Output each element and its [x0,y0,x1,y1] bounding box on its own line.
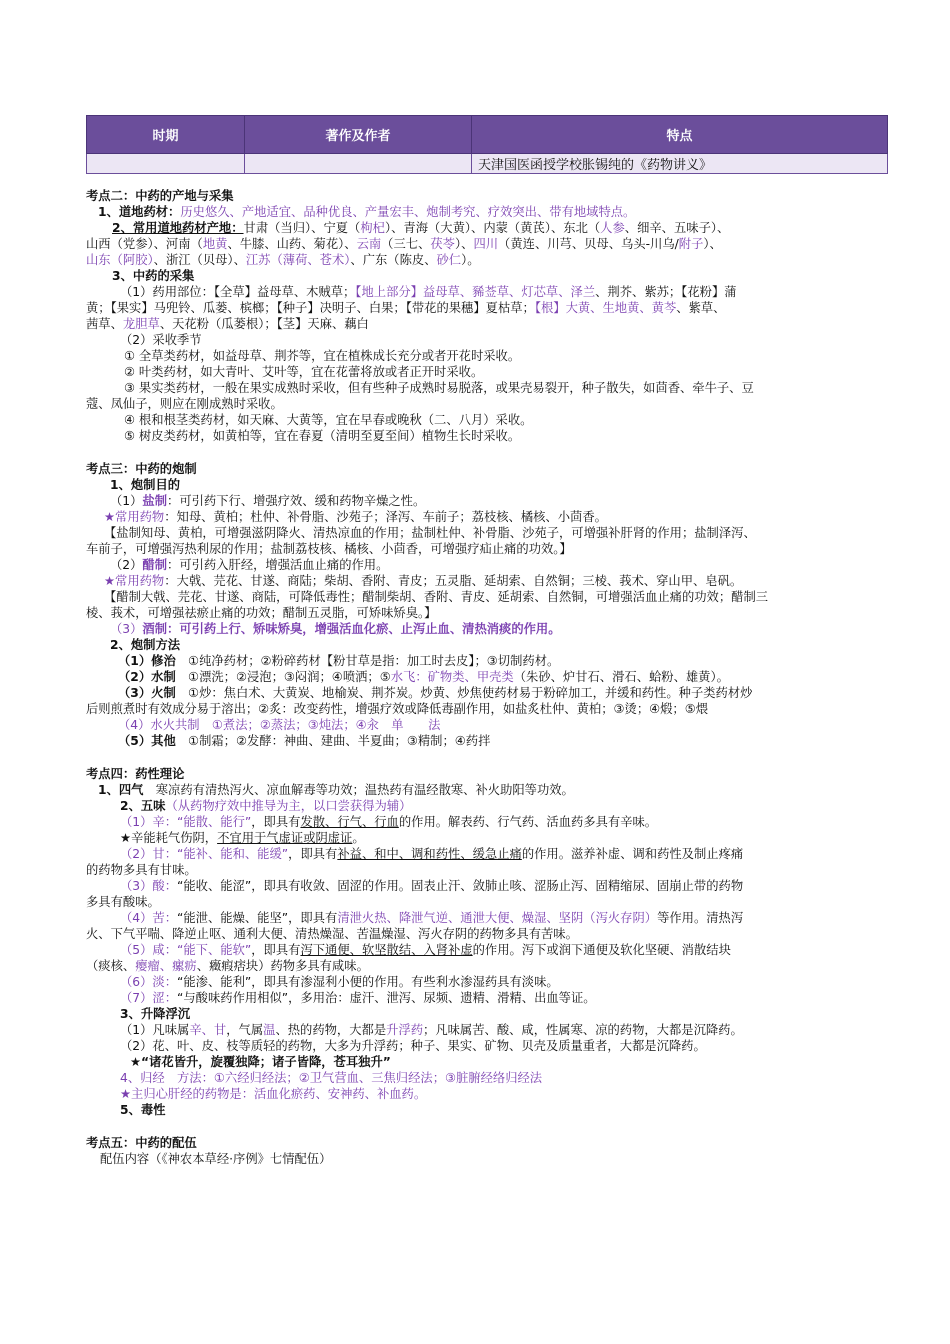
text-line [86,717,886,733]
text-segment: 山东（阿胶） [86,253,154,267]
text-line [86,332,886,348]
text-segment: 、热的药物，大都是 [275,1023,387,1037]
text-segment: 3、升降浮沉 [120,1007,191,1021]
text-segment: ④ 根和根茎类药材，如天麻、大黄等，宜在早春或晚秋（二、八月）采收。 [124,413,533,427]
text-segment: ）。 [461,253,480,267]
text-line [86,958,886,974]
text-segment: （黄连、川芎、贝母、乌头-川乌/ [498,237,679,251]
history-table [86,115,888,174]
text-segment: 2、五味 [120,799,166,813]
text-line [86,348,886,364]
text-segment: （2）花、叶、皮、枝等质轻的药物，大多为升浮药；种子、果实、矿物、贝壳及质量重者，大都是沉降药。 [120,1039,706,1053]
text-segment: ，即具有 [251,815,301,829]
text-line [86,669,886,685]
text-segment: 泻下通便、软坚散结、入肾补虚 [300,943,473,957]
document-body [86,188,886,1167]
text-segment: 、天花粉（瓜蒌根）；【茎】天麻、藕白 [159,317,369,331]
text-line [86,573,886,589]
text-segment: 酒制：可引药上行、矫味矫臭，增强活血化瘀、止泻止血、清热消痰的作用。 [142,622,561,636]
text-segment: ：知母、黄柏；杜仲、补骨脂、沙苑子；泽泻、车前子；荔枝核、橘核、小茴香。 [164,510,607,524]
text-segment: 补益、和中、调和药性、缓急止痛 [337,847,522,861]
text-line [86,300,886,316]
text-line [86,589,886,605]
text-line [86,525,886,541]
text-segment: （3）酸： [120,879,178,893]
text-segment: 江苏（薄荷、苍术） [245,253,351,267]
text-segment: 、牛膝、山药、菊花）、 [227,237,357,251]
text-segment: 【盐制知母、黄柏，可增强滋阴降火、清热凉血的作用；盐制杜仲、补骨脂、沙苑子，可增强补肝肾的作用；盐制泽泻、 [104,526,756,540]
text-segment: ：可引药下行、增强疗效、缓和药物辛燥之性。 [167,494,426,508]
text-segment: 水飞：矿物类、甲壳类 [390,670,514,684]
paragraph-gap [86,444,886,461]
text-segment: “能下、能软” [177,943,252,957]
text-line [86,990,886,1006]
text-segment: （三七、 [381,237,431,251]
text-segment: 盐制 [142,494,168,508]
text-segment: 5、毒性 [120,1103,166,1117]
text-segment: 火、下气平喘、降逆止呕、通利大便、清热燥湿、苦温燥湿、泻火存阴的药物多具有苦味。 [86,927,578,941]
text-line [86,1102,886,1118]
text-segment: ⑤ 树皮类药材，如黄柏等，宜在春夏（清明至夏至间）植物生长时采收。 [124,429,521,443]
text-line [86,236,886,252]
text-line [86,1151,886,1167]
paragraph-gap [86,1118,886,1135]
text-segment: 1、四气 [98,783,144,797]
text-line [86,974,886,990]
paragraph-gap [86,749,886,766]
section-heading [86,188,886,204]
text-line [86,782,886,798]
text-segment: 枸杞 [360,221,385,235]
text-segment: 、荆芥、紫苏；【花粉】蒲 [595,285,737,299]
text-segment: “能渗、能利”，即具有渗湿利小便的作用。有些利水渗湿药具有淡味。 [177,975,559,989]
text-segment: 、广东（陈皮、 [350,253,437,267]
text-segment: 辛、甘 [189,1023,227,1037]
col-header-period: 时期 [87,116,245,154]
text-line [86,846,886,862]
section-heading [86,461,886,477]
text-segment: ★“诸花皆升，旋覆独降；诸子皆降，苍耳独升” [130,1055,391,1069]
text-segment: ★常用药物 [104,510,165,524]
table-cell-period [87,154,245,174]
text-segment: 多具有酸味。 [86,895,160,909]
section-heading [86,1135,886,1151]
text-segment: （2） [110,558,143,572]
text-line [86,284,886,300]
text-segment: （2）甘：“能补、能和、能缓” [120,847,289,861]
text-line [86,1070,886,1086]
text-segment: 茜草、 [86,317,123,331]
text-segment: ①制霜；②发酵：神曲、建曲、半夏曲；③精制；④药拌 [175,734,491,748]
text-segment: 的作用。解表药、行气药、活血药多具有辛味。 [398,815,658,829]
text-segment: ：可引药入肝经，增强活血止痛的作用。 [167,558,389,572]
text-segment: 甘肃（当归）、宁夏（ [243,221,361,235]
text-line [86,798,886,814]
text-line [86,1022,886,1038]
text-segment: 瘿瘤、瘰疬 [135,959,197,973]
text-line [86,204,886,220]
text-line [86,878,886,894]
text-segment: 【地上部分】益母草、豨莶草、灯芯草、泽兰 [355,285,596,299]
text-segment: （4）水火共制 ①煮法；②蒸法；③炖法；④汆 单 法 [118,718,441,732]
text-segment: 蔻、凤仙子，则应在刚成熟时采收。 [86,397,283,411]
text-segment: 茯苓 [430,237,455,251]
text-segment: 考点三：中药的炮制 [86,462,197,476]
text-segment: 、细辛、五味子）、 [624,221,730,235]
text-segment: 。 [352,831,365,845]
text-line [86,1086,886,1102]
text-segment: 2、常用道地药材产地： [112,221,244,235]
text-segment: （5）咸： [120,943,178,957]
text-segment: （痰核、 [86,959,136,973]
text-segment: 【根】大黄、生地黄、黄芩 [534,301,677,315]
text-segment: （1）修治 [118,654,176,668]
table-header-row [87,116,888,154]
text-segment: ① 全草类药材，如益母草、荆芥等，宜在植株成长充分或者开花时采收。 [124,349,521,363]
text-segment: （4）苦： [120,911,178,925]
text-line [86,926,886,942]
text-segment: 人参 [600,221,625,235]
text-segment: ①炒：焦白术、大黄炭、地榆炭、荆芥炭。炒黄、炒焦使药材易于粉碎加工，并缓和药性。种子类药材炒 [175,686,753,700]
text-line [86,814,886,830]
text-line [86,653,886,669]
text-segment: （1）辛：“能散、能行” [120,815,252,829]
text-segment: （1） [110,494,143,508]
text-segment: 龙胆草 [122,317,160,331]
text-line [86,1006,886,1022]
text-segment: 山西（党参）、河南（ [86,237,203,251]
text-segment: 黄；【果实】马兜铃、瓜蒌、槟榔；【种子】决明子、白果；【带花的果穗】夏枯草； [86,301,535,315]
text-line [86,412,886,428]
text-segment: 后则煎煮时有效成分易于溶出；②炙：改变药性，增强疗效或降低毒副作用，如盐炙杜仲、黄柏；③烫；④煅；⑤煨 [86,702,709,716]
text-segment: （1）药用部位：【全草】益母草、木贼草； [120,285,356,299]
text-segment: （6）淡： [120,975,178,989]
text-line [86,1054,886,1070]
text-segment: 等作用。清热泻 [657,911,744,925]
text-segment: 2、炮制方法 [110,638,181,652]
text-line [86,637,886,653]
text-segment: 砂仁 [436,253,462,267]
text-segment: 配伍内容（《神农本草经·序例》七情配伍） [100,1152,332,1166]
text-segment: （3） [110,622,143,636]
text-segment: 【醋制大戟、芫花、甘遂、商陆，可降低毒性；醋制柴胡、香附、青皮、延胡索、自然铜，可增强活血止痛的功效；醋制三 [104,590,769,604]
text-segment: 的作用。滋养补虚、调和药性及制止疼痛 [521,847,744,861]
text-segment: ② 叶类药材，如大青叶、艾叶等，宜在花蕾将放或者正开时采收。 [124,365,484,379]
text-segment: （5）其他 [118,734,176,748]
text-line [86,316,886,332]
text-segment: ）、 [454,237,474,251]
text-segment: 历史悠久、产地适宜、品种优良、产量宏丰、炮制考究、疗效突出、带有地域特点。 [180,205,636,219]
text-segment: 云南 [356,237,382,251]
text-line [86,493,886,509]
text-segment: 、癥瘕痞块）药物多具有咸味。 [196,959,369,973]
col-header-works: 著作及作者 [245,116,472,154]
table-cell-works [245,154,472,174]
text-segment: 4、归经 方法：①六经归经法；②卫气营血、三焦归经法；③脏腑经络归经法 [120,1071,543,1085]
text-line [86,252,886,268]
text-line [86,477,886,493]
text-line [86,220,886,236]
table-cell-features: 天津国医函授学校胀锡纯的《药物讲义》 [472,154,888,174]
text-segment: 1、炮制目的 [110,478,181,492]
text-segment: （1）凡味属 [120,1023,190,1037]
text-segment: 四川 [473,237,499,251]
text-segment: 的作用。泻下或润下通便及软化坚硬、消散结块 [472,943,731,957]
text-line [86,509,886,525]
text-line [86,605,886,621]
text-segment: 寒凉药有清热泻火、凉血解毒等功效；温热药有温经散寒、补火助阳等功效。 [143,783,574,797]
text-segment: （从药物疗效中推导为主，以口尝获得为辅） [165,799,412,813]
text-line [86,862,886,878]
text-segment: “能收、能涩”，即具有收敛、固涩的作用。固表止汗、敛肺止咳、涩肠止泻、固精缩尿、固崩止带的药物 [177,879,744,893]
text-segment: ：大戟、芫花、甘遂、商陆；柴胡、香附、青皮；五灵脂、延胡索、自然铜；三棱、莪术、穿山甲、皂矾。 [164,574,743,588]
text-segment: （3）火制 [118,686,176,700]
text-segment: ）、青海（大黄）、内蒙（黄芪）、东北（ [384,221,601,235]
text-line [86,685,886,701]
col-header-features: 特点 [472,116,888,154]
text-line [86,380,886,396]
text-segment: ，气属 [226,1023,264,1037]
text-segment: 、浙江（贝母）、 [153,253,246,267]
text-segment: 地黄 [202,237,228,251]
text-segment: ①纯净药材；②粉碎药材【粉甘草是指：加工时去皮】；③切制药材。 [175,654,560,668]
text-segment: ，即具有 [251,943,301,957]
text-line [86,910,886,926]
text-segment: 不宜用于气虚证或阴虚证 [217,831,353,845]
text-segment: ①漂洗；②浸泡；③闷润；④喷洒；⑤ [175,670,391,684]
text-segment: ）、 [703,237,722,251]
text-segment: ；凡味属苦、酸、咸，性属寒、凉的药物，大都是沉降药。 [423,1023,743,1037]
text-segment: 醋制 [142,558,168,572]
text-segment: 温 [263,1023,276,1037]
text-line [86,541,886,557]
text-segment: （2）采收季节 [120,333,202,347]
text-segment: 3、中药的采集 [112,269,195,283]
text-line [86,733,886,749]
text-line [86,428,886,444]
section-heading [86,766,886,782]
text-segment: ★主归心肝经的药物是：活血化瘀药、安神药、补血药。 [120,1087,427,1101]
text-segment: 附子 [678,237,704,251]
text-line [86,268,886,284]
text-segment: 清泄火热、降泄气逆、通泄大便、燥湿、坚阴（泻火存阴） [337,911,658,925]
text-segment: ★常用药物 [104,574,165,588]
text-segment: 棱、莪术，可增强祛瘀止痛的功效；醋制五灵脂，可矫味矫臭。】 [86,606,437,620]
text-segment: 发散、行气、行血 [300,815,399,829]
text-segment: ，即具有 [288,847,338,861]
text-segment: 的药物多具有甘味。 [86,863,197,877]
text-segment: ③ 果实类药材，一般在果实成熟时采收，但有些种子成熟时易脱落，或果壳易裂开，种子散失，如茴香、牵牛子、豆 [124,381,754,395]
text-segment: （2）水制 [118,670,176,684]
text-line [86,894,886,910]
table-row [87,154,888,174]
text-segment: 考点四：药性理论 [86,767,185,781]
text-line [86,557,886,573]
text-segment: 考点五：中药的配伍 [86,1136,197,1150]
text-line [86,830,886,846]
text-segment: “与酸味药作用相似”，多用治：虚汗、泄泻、尿频、遗精、滑精、出血等证。 [177,991,596,1005]
text-line [86,396,886,412]
text-segment: “能泄、能燥、能坚”，即具有 [177,911,338,925]
text-line [86,1038,886,1054]
text-line [86,621,886,637]
text-segment: （朱砂、炉甘石、滑石、蛤粉、雄黄）。 [513,670,729,684]
text-line [86,701,886,717]
text-segment: 车前子，可增强泻热利尿的作用；盐制荔枝核、橘核、小茴香，可增强疗疝止痛的功效。】 [86,542,572,556]
text-segment: 、紫草、 [676,301,726,315]
text-segment: 1、道地药材： [98,205,181,219]
text-segment: （7）涩： [120,991,178,1005]
text-line [86,942,886,958]
text-segment: ★辛能耗气伤阴， [120,831,218,845]
text-segment: 升浮药 [386,1023,424,1037]
text-segment: 考点二：中药的产地与采集 [86,189,234,203]
text-line [86,364,886,380]
